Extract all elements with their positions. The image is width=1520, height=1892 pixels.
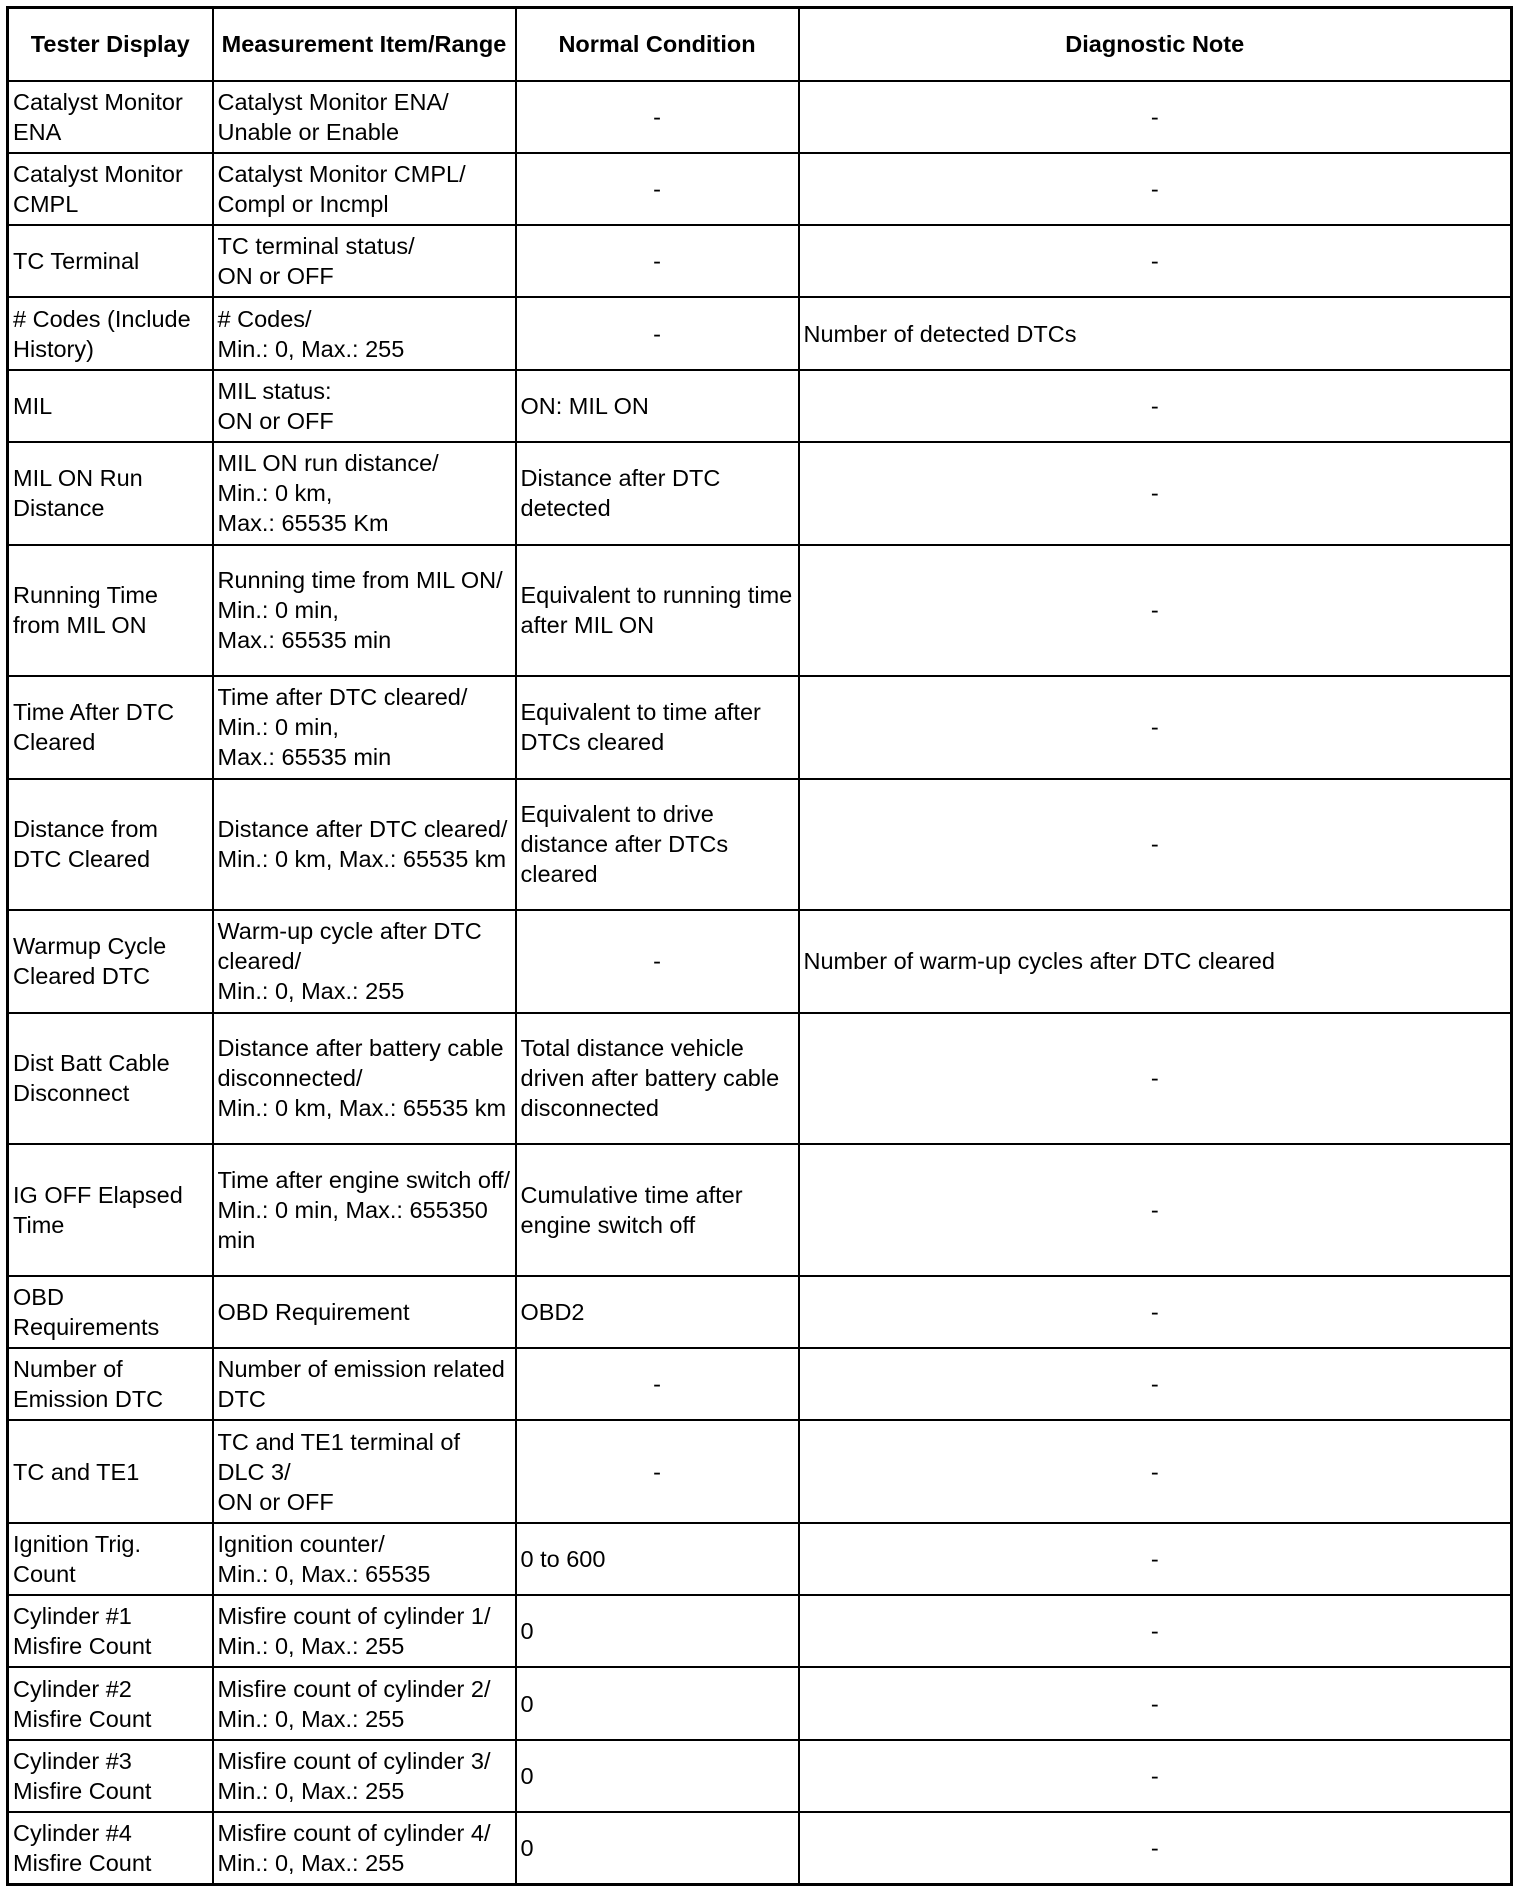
table-row (8, 545, 1512, 677)
diagnostic-note-cell: Number of detected DTCs (799, 297, 1512, 369)
tester-display-cell: Dist Batt Cable Disconnect (8, 1013, 213, 1145)
normal-condition-cell: - (516, 1348, 799, 1420)
measurement-item-cell: Misfire count of cylinder 4/ Min.: 0, Max.: 255 (213, 1812, 516, 1884)
table-row (8, 779, 1512, 911)
table-row (8, 153, 1512, 225)
measurement-item-cell: Distance after DTC cleared/ Min.: 0 km, Max.: 65535 km (213, 779, 516, 911)
measurement-item-cell: Running time from MIL ON/ Min.: 0 min, Max.: 65535 min (213, 545, 516, 677)
header-measurement-item: Measurement Item/Range (213, 8, 516, 81)
diagnostic-note-cell: - (799, 1740, 1512, 1812)
table-row (8, 910, 1512, 1012)
diagnostic-note-cell: - (799, 1420, 1512, 1522)
measurement-item-cell: Misfire count of cylinder 3/ Min.: 0, Max.: 255 (213, 1740, 516, 1812)
table-row (8, 1523, 1512, 1595)
measurement-item-cell: Ignition counter/ Min.: 0, Max.: 65535 (213, 1523, 516, 1595)
normal-condition-cell: Equivalent to drive distance after DTCs cleared (516, 779, 799, 911)
normal-condition-cell: Distance after DTC detected (516, 442, 799, 544)
normal-condition-cell: Equivalent to time after DTCs cleared (516, 676, 799, 778)
table-row (8, 225, 1512, 297)
normal-condition-cell: - (516, 153, 799, 225)
tester-display-cell: Cylinder #4 Misfire Count (8, 1812, 213, 1884)
table-row (8, 1013, 1512, 1145)
measurement-item-cell: Time after DTC cleared/ Min.: 0 min, Max.: 65535 min (213, 676, 516, 778)
tester-display-cell: OBD Requirements (8, 1276, 213, 1348)
measurement-item-cell: OBD Requirement (213, 1276, 516, 1348)
tester-display-cell: Cylinder #3 Misfire Count (8, 1740, 213, 1812)
normal-condition-cell: - (516, 81, 799, 153)
table-row (8, 81, 1512, 153)
table-row (8, 1348, 1512, 1420)
normal-condition-cell: Total distance vehicle driven after battery cable disconnected (516, 1013, 799, 1145)
measurement-item-cell: Number of emission related DTC (213, 1348, 516, 1420)
diagnostic-note-cell: - (799, 676, 1512, 778)
table-row (8, 1740, 1512, 1812)
tester-display-cell: Running Time from MIL ON (8, 545, 213, 677)
measurement-item-cell: Warm-up cycle after DTC cleared/ Min.: 0, Max.: 255 (213, 910, 516, 1012)
normal-condition-cell: Equivalent to running time after MIL ON (516, 545, 799, 677)
normal-condition-cell: 0 to 600 (516, 1523, 799, 1595)
normal-condition-cell: OBD2 (516, 1276, 799, 1348)
normal-condition-cell: Cumulative time after engine switch off (516, 1144, 799, 1276)
measurement-item-cell: Catalyst Monitor ENA/ Unable or Enable (213, 81, 516, 153)
normal-condition-cell: - (516, 1420, 799, 1522)
diagnostic-note-cell: Number of warm-up cycles after DTC cleared (799, 910, 1512, 1012)
normal-condition-cell: 0 (516, 1667, 799, 1739)
tester-display-cell: Catalyst Monitor ENA (8, 81, 213, 153)
measurement-item-cell: MIL status: ON or OFF (213, 370, 516, 442)
measurement-item-cell: Misfire count of cylinder 2/ Min.: 0, Max.: 255 (213, 1667, 516, 1739)
table-row (8, 297, 1512, 369)
measurement-item-cell: MIL ON run distance/ Min.: 0 km, Max.: 65535 Km (213, 442, 516, 544)
tester-display-cell: TC Terminal (8, 225, 213, 297)
measurement-item-cell: TC and TE1 terminal of DLC 3/ ON or OFF (213, 1420, 516, 1522)
diagnostic-note-cell: - (799, 81, 1512, 153)
diagnostic-note-cell: - (799, 779, 1512, 911)
table-row (8, 1667, 1512, 1739)
diagnostic-note-cell: - (799, 370, 1512, 442)
diagnostic-note-cell: - (799, 1812, 1512, 1884)
diagnostic-note-cell: - (799, 545, 1512, 677)
table-row (8, 1595, 1512, 1667)
diagnostic-note-cell: - (799, 1523, 1512, 1595)
diagnostic-note-cell: - (799, 153, 1512, 225)
diagnostic-note-cell: - (799, 1144, 1512, 1276)
tester-display-cell: Cylinder #2 Misfire Count (8, 1667, 213, 1739)
header-row (8, 8, 1512, 81)
measurement-item-cell: Misfire count of cylinder 1/ Min.: 0, Max.: 255 (213, 1595, 516, 1667)
normal-condition-cell: 0 (516, 1595, 799, 1667)
tester-display-cell: # Codes (Include History) (8, 297, 213, 369)
diagnostic-note-cell: - (799, 1276, 1512, 1348)
tester-display-cell: MIL (8, 370, 213, 442)
measurement-item-cell: TC terminal status/ ON or OFF (213, 225, 516, 297)
tester-display-cell: Number of Emission DTC (8, 1348, 213, 1420)
tester-display-cell: Ignition Trig. Count (8, 1523, 213, 1595)
tester-display-cell: TC and TE1 (8, 1420, 213, 1522)
table-row (8, 1144, 1512, 1276)
header-tester-display: Tester Display (8, 8, 213, 81)
table-row (8, 1812, 1512, 1884)
table-row (8, 676, 1512, 778)
table-row (8, 370, 1512, 442)
header-normal-condition: Normal Condition (516, 8, 799, 81)
normal-condition-cell: - (516, 297, 799, 369)
measurement-item-cell: # Codes/ Min.: 0, Max.: 255 (213, 297, 516, 369)
diagnostic-note-cell: - (799, 1595, 1512, 1667)
diagnostic-note-cell: - (799, 1667, 1512, 1739)
tester-display-cell: IG OFF Elapsed Time (8, 1144, 213, 1276)
measurement-item-cell: Distance after battery cable disconnected/ Min.: 0 km, Max.: 65535 km (213, 1013, 516, 1145)
diagnostic-note-cell: - (799, 442, 1512, 544)
normal-condition-cell: - (516, 910, 799, 1012)
normal-condition-cell: ON: MIL ON (516, 370, 799, 442)
diagnostic-note-cell: - (799, 225, 1512, 297)
diagnostic-note-cell: - (799, 1348, 1512, 1420)
normal-condition-cell: - (516, 225, 799, 297)
diagnostic-data-table (6, 6, 1513, 1886)
normal-condition-cell: 0 (516, 1812, 799, 1884)
diagnostic-note-cell: - (799, 1013, 1512, 1145)
tester-display-cell: MIL ON Run Distance (8, 442, 213, 544)
tester-display-cell: Catalyst Monitor CMPL (8, 153, 213, 225)
table-row (8, 1420, 1512, 1522)
header-diagnostic-note: Diagnostic Note (799, 8, 1512, 81)
normal-condition-cell: 0 (516, 1740, 799, 1812)
table-row (8, 442, 1512, 544)
table-row (8, 1276, 1512, 1348)
measurement-item-cell: Time after engine switch off/ Min.: 0 min, Max.: 655350 min (213, 1144, 516, 1276)
tester-display-cell: Time After DTC Cleared (8, 676, 213, 778)
tester-display-cell: Distance from DTC Cleared (8, 779, 213, 911)
tester-display-cell: Cylinder #1 Misfire Count (8, 1595, 213, 1667)
tester-display-cell: Warmup Cycle Cleared DTC (8, 910, 213, 1012)
measurement-item-cell: Catalyst Monitor CMPL/ Compl or Incmpl (213, 153, 516, 225)
